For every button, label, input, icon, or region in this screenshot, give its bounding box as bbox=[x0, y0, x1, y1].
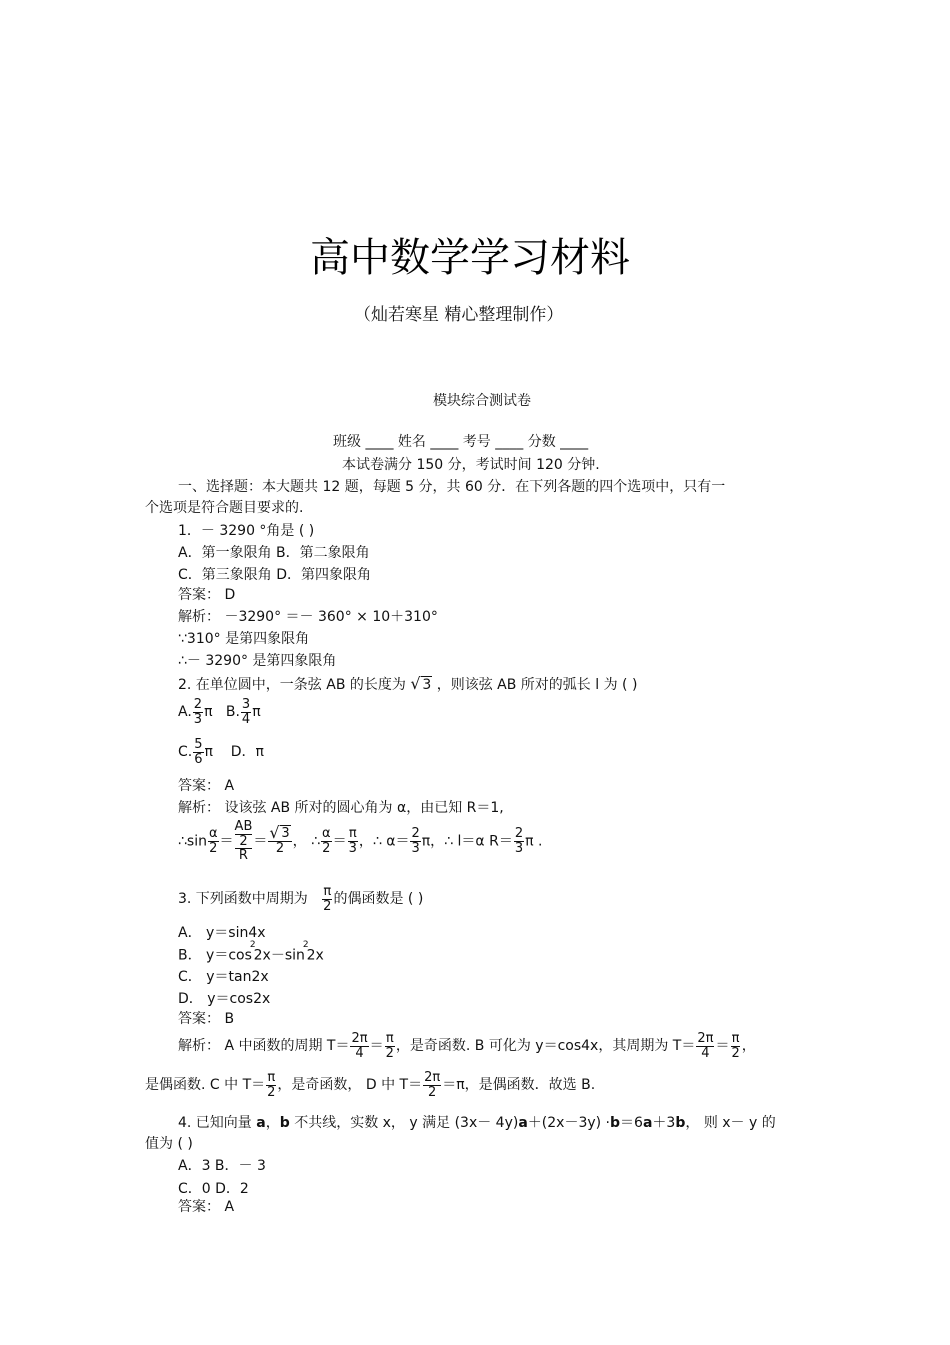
pi-sym-2: π bbox=[323, 884, 332, 899]
q1-options-ab: A．第一象限角 B．第二象限角 bbox=[178, 545, 370, 561]
ab-half bbox=[235, 820, 253, 849]
den-2e: 2 bbox=[323, 898, 332, 914]
q2-c-num: 5 bbox=[194, 737, 203, 752]
q4-answer: 答案： A bbox=[178, 1199, 235, 1215]
q2-a-fraction bbox=[193, 698, 203, 726]
q4-options-ab: A．3 B．－ 3 bbox=[178, 1158, 266, 1174]
q2-options-ab bbox=[178, 698, 261, 726]
den-2b: 2 bbox=[239, 833, 248, 849]
sq-1: 2 bbox=[249, 940, 256, 950]
q4-comma: ， bbox=[265, 1115, 280, 1131]
q3-b-1: B． y＝cos bbox=[178, 947, 252, 964]
q3-option-b bbox=[178, 940, 324, 964]
q2-b-den: 4 bbox=[241, 711, 251, 727]
sqrt-symbol bbox=[410, 678, 432, 692]
alpha-over-2b bbox=[321, 827, 332, 855]
den-3b: 3 bbox=[411, 840, 420, 856]
q1-analysis-2: ∵310° 是第四象限角 bbox=[178, 631, 310, 647]
den-2d: 2 bbox=[322, 840, 331, 856]
q1-analysis-3: ∴－ 3290° 是第四象限角 bbox=[178, 653, 337, 669]
q3-a2-c: ＝π，是偶函数．故选 B. bbox=[442, 1077, 596, 1094]
alpha-sym-2: α bbox=[322, 826, 331, 842]
q3-a1-b: ，是奇函数. B 可化为 y＝cos4x，其周期为 T＝ bbox=[395, 1038, 696, 1055]
q2-b-pi: π bbox=[252, 704, 261, 721]
q2-c-pi: π bbox=[204, 744, 213, 761]
two-pi-3: 2π bbox=[424, 1070, 441, 1085]
q2-c-label: C. bbox=[178, 744, 193, 761]
q2-c-den: 6 bbox=[194, 751, 203, 767]
l-eq: π，∴ l＝α R＝ bbox=[421, 833, 513, 850]
q2-analysis-formula bbox=[178, 820, 542, 863]
q2-c-fraction bbox=[193, 738, 203, 766]
vec-a-3: a bbox=[642, 1115, 653, 1131]
q3-a2-b: ，是奇函数， D 中 T＝ bbox=[277, 1077, 423, 1094]
q2-a-num: 2 bbox=[193, 697, 203, 712]
vec-b-2: b bbox=[610, 1115, 621, 1131]
q2-b-fraction bbox=[241, 698, 251, 726]
q1-answer: 答案： D bbox=[178, 587, 236, 603]
den-2f: 2 bbox=[385, 1045, 394, 1061]
student-fields: 班级 ____ 姓名 ____ 考号 ____ 分数 ____ bbox=[333, 434, 589, 450]
den-2i: 2 bbox=[428, 1084, 437, 1100]
q4-l1-a: 4. 已知向量 bbox=[178, 1115, 257, 1131]
alpha-eq: ，∴ α＝ bbox=[358, 833, 410, 850]
q3-analysis-1 bbox=[178, 1032, 756, 1060]
q2-answer: 答案： A bbox=[178, 778, 235, 794]
q1-analysis-1: 解析： －3290° ＝－ 360° × 10＋310° bbox=[178, 609, 438, 625]
comma-1: ， bbox=[292, 833, 307, 850]
pi-sym-3: π bbox=[385, 1031, 394, 1046]
q3-option-c: C． y＝tan2x bbox=[178, 969, 269, 985]
two-pi-2: 2π bbox=[697, 1031, 714, 1046]
r-sym: R bbox=[238, 848, 248, 864]
q2-b-num: 3 bbox=[241, 697, 251, 712]
q3-stem-b: 的偶函数是 ( ) bbox=[333, 891, 424, 908]
two-pi: 2π bbox=[351, 1031, 368, 1046]
pi-sym-5: π bbox=[267, 1070, 276, 1085]
q2-a-den: 3 bbox=[193, 711, 203, 727]
vec-a: a bbox=[256, 1115, 266, 1131]
two-pi-over-4b bbox=[696, 1032, 714, 1060]
q2-sqrt3: 3 bbox=[422, 677, 432, 693]
q3-option-a: A． y＝sin4x bbox=[178, 925, 266, 941]
q2-stem-b: ，则该弦 AB 所对的弧长 l 为 ( ) bbox=[436, 677, 638, 693]
q4-l1-c: ＋(2x－3y) · bbox=[527, 1115, 611, 1131]
den-4: 4 bbox=[355, 1045, 364, 1061]
q4-options-cd: C．0 D．2 bbox=[178, 1181, 249, 1197]
q4-l1-f: ， 则 x－ y 的 bbox=[685, 1115, 776, 1131]
therefore-sin: ∴sin bbox=[178, 833, 207, 850]
den-3: 3 bbox=[348, 840, 357, 856]
two-pi-over-4 bbox=[350, 1032, 368, 1060]
eq-sign-3: ＝ bbox=[332, 833, 347, 850]
num-2: 2 bbox=[411, 826, 420, 842]
q3-stem bbox=[178, 885, 423, 913]
pi-over-2b bbox=[385, 1032, 395, 1060]
pi-over-3 bbox=[348, 827, 358, 855]
q4-l1-e: ＋3 bbox=[652, 1115, 676, 1131]
sqrt3b: 3 bbox=[281, 826, 290, 842]
q2-b-label: B. bbox=[225, 704, 240, 721]
pi-over-2d bbox=[266, 1071, 276, 1099]
exam-info: 本试卷满分 150 分，考试时间 120 分钟. bbox=[342, 457, 600, 473]
page-subtitle: （灿若寒星 精心整理制作） bbox=[354, 305, 564, 325]
den-4b: 4 bbox=[701, 1045, 710, 1061]
vec-b: b bbox=[279, 1115, 290, 1131]
q2-options-cd bbox=[178, 738, 264, 766]
alpha-over-2 bbox=[208, 827, 219, 855]
comma-2: ， bbox=[741, 1038, 756, 1055]
vec-b-3: b bbox=[675, 1115, 686, 1131]
q3-stem-a: 3. 下列函数中周期为 bbox=[178, 891, 308, 908]
pi-sym-4: π bbox=[731, 1031, 740, 1046]
ab-sym: AB bbox=[234, 819, 253, 834]
q3-analysis-2 bbox=[145, 1071, 595, 1099]
two-pi-over-2 bbox=[423, 1071, 441, 1099]
q2-stem bbox=[178, 678, 637, 692]
two-thirds-b bbox=[514, 827, 524, 855]
den-2: 2 bbox=[209, 840, 218, 856]
vec-a-2: a bbox=[518, 1115, 528, 1131]
q4-l1-b: 不共线，实数 x， y 满足 (3x－ 4y) bbox=[289, 1115, 519, 1131]
q2-d-option: D．π bbox=[230, 744, 264, 761]
q3-a2-a: 是偶函数. C 中 T＝ bbox=[145, 1077, 266, 1094]
eq-sign-2: ＝ bbox=[253, 833, 268, 850]
q4-l1-d: ＝6 bbox=[620, 1115, 643, 1131]
doc-heading: 模块综合测试卷 bbox=[433, 393, 531, 409]
sq-2: 2 bbox=[302, 940, 309, 950]
eq-sign: ＝ bbox=[219, 833, 234, 850]
pi-end: π . bbox=[525, 833, 543, 850]
den-2h: 2 bbox=[267, 1084, 276, 1100]
section-instructions-cont: 个选项是符合题目要求的. bbox=[145, 500, 304, 516]
den-2c: 2 bbox=[275, 840, 285, 856]
page-title: 高中数学学习材料 bbox=[310, 235, 630, 281]
den-3c: 3 bbox=[514, 840, 524, 856]
q2-stem-a: 2. 在单位圆中，一条弦 AB 的长度为 bbox=[178, 677, 406, 693]
q3-a1-a: 解析： A 中函数的周期 T＝ bbox=[178, 1038, 350, 1055]
q3-b-3: 2x bbox=[306, 947, 324, 964]
q2-a-pi: π bbox=[204, 704, 213, 721]
q4-stem bbox=[178, 1116, 776, 1130]
pi-over-2c bbox=[730, 1032, 740, 1060]
sqrt-symbol-2 bbox=[269, 827, 290, 841]
q2-a-label: A. bbox=[178, 704, 192, 721]
pi-over-2 bbox=[322, 885, 332, 913]
pi-sym: π bbox=[348, 826, 357, 842]
alpha-sym: α bbox=[208, 826, 218, 842]
two-thirds bbox=[410, 827, 420, 855]
q1-options-cd: C．第三象限角 D．第四象限角 bbox=[178, 567, 372, 583]
section-instructions: 一、选择题：本大题共 12 题，每题 5 分，共 60 分．在下列各题的四个选项中，只有一 bbox=[178, 479, 726, 495]
q3-answer: 答案： B bbox=[178, 1011, 235, 1027]
q2-analysis-1: 解析： 设该弦 AB 所对的圆心角为 α，由已知 R＝1, bbox=[178, 800, 504, 816]
num-2b: 2 bbox=[514, 826, 524, 842]
q3-b-2: 2x－sin bbox=[253, 947, 305, 964]
sqrt3-over-2 bbox=[268, 827, 291, 855]
therefore-2: ∴ bbox=[311, 833, 321, 850]
eq-sign-5: ＝ bbox=[715, 1038, 730, 1055]
den-2g: 2 bbox=[731, 1045, 740, 1061]
ab-half-over-r bbox=[235, 820, 253, 863]
q4-stem-cont: 值为 ( ) bbox=[145, 1136, 193, 1152]
q3-option-d: D． y＝cos2x bbox=[178, 991, 271, 1007]
eq-sign-4: ＝ bbox=[369, 1038, 384, 1055]
q1-stem: 1．－ 3290 °角是 ( ) bbox=[178, 523, 315, 539]
